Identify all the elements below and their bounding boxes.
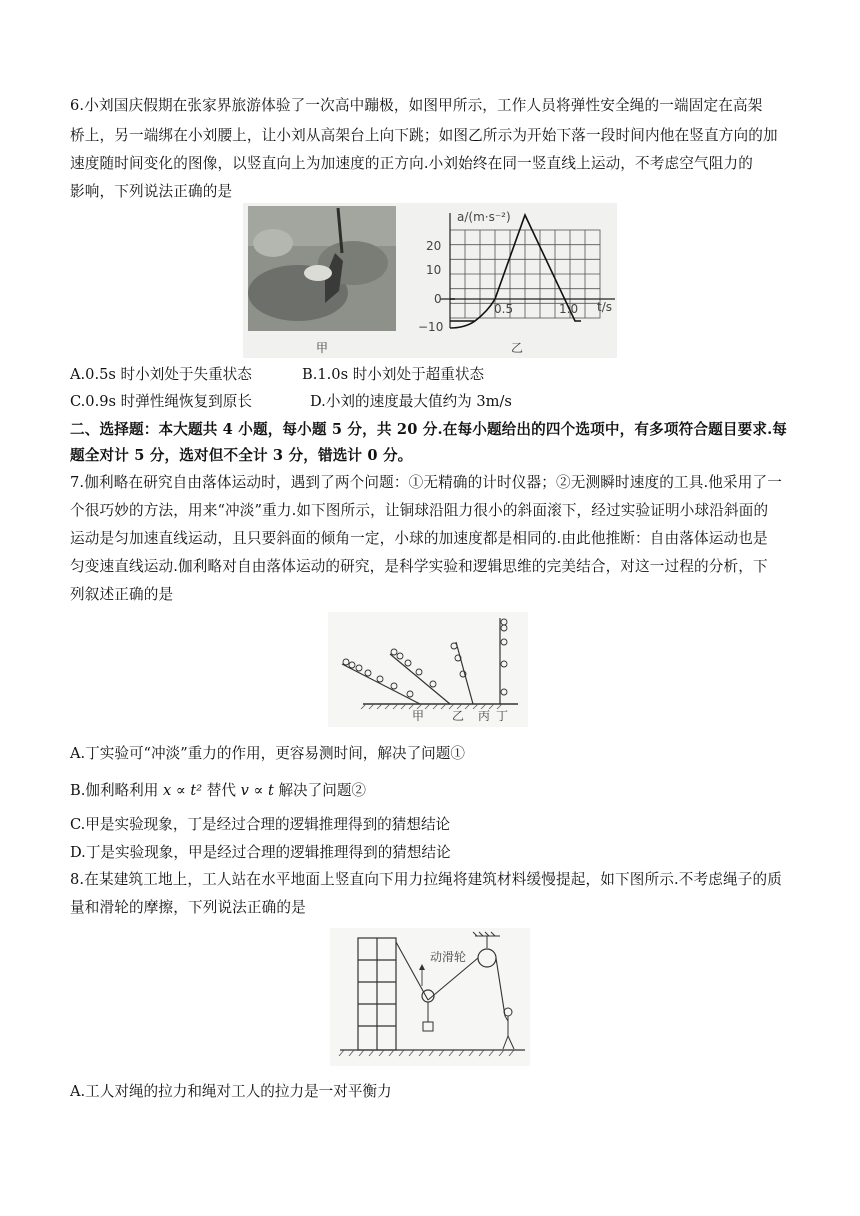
q7-option-b-text-pre: B.伽利略利用 [70, 782, 163, 799]
q6-option-b[interactable]: B.1.0s 时小刘处于超重状态 [302, 366, 485, 383]
q8-line-1: 8.在某建筑工地上，工人站在水平地面上竖直向下用力拉绳将建筑材料缓慢提起，如下图所示.不考虑绳子的质 [70, 871, 782, 888]
q7-inclines-figure [328, 612, 528, 727]
x-tick-1.0: 1.0 [559, 302, 579, 316]
q7-option-d[interactable]: D.丁是实验现象，甲是经过合理的逻辑推理得到的猜想结论 [70, 844, 451, 861]
q7-option-b-formula-1: x ∝ t² [162, 782, 203, 799]
x-axis-label: t/s [597, 300, 612, 314]
q7-line-5: 列叙述正确的是 [70, 586, 174, 603]
section2-heading-line-2: 题全对计 5 分，选对但不全计 3 分，错选计 0 分。 [70, 447, 413, 464]
q6-option-c[interactable]: C.0.9s 时弹性绳恢复到原长 [70, 393, 252, 410]
q8-option-a[interactable]: A.工人对绳的拉力和绳对工人的拉力是一对平衡力 [70, 1083, 392, 1100]
y-axis-label: a/(m·s⁻²) [457, 210, 511, 224]
x-tick-0.5: 0.5 [494, 302, 514, 316]
y-tick-10: 10 [426, 263, 442, 277]
q7-option-b[interactable] [70, 781, 366, 801]
q7-option-b-text-post: 解决了问题② [273, 782, 367, 799]
q6-line-1: 6.小刘国庆假期在张家界旅游体验了一次高中蹦极，如图甲所示，工作人员将弹性安全绳的一端固定在高架 [70, 97, 763, 114]
q8-pulley-figure [330, 928, 530, 1066]
q7-option-c[interactable]: C.甲是实验现象，丁是经过合理的逻辑推理得到的猜想结论 [70, 816, 451, 833]
q7-line-1: 7.伽利略在研究自由落体运动时，遇到了两个问题：①无精确的计时仪器；②无测瞬时速度的工具.他采用了一 [70, 474, 782, 491]
y-tick-neg10: −10 [418, 320, 444, 334]
q6-line-3: 速度随时间变化的图像，以竖直向上为加速度的正方向.小刘始终在同一竖直线上运动，不考虑空气阻力的 [70, 155, 754, 172]
q8-line-2: 量和滑轮的摩擦，下列说法正确的是 [70, 899, 306, 916]
q6-line-2: 桥上，另一端绑在小刘腰上，让小刘从高架台上向下跳；如图乙所示为开始下落一段时间内他在竖直方向的加 [70, 127, 778, 144]
photo-label: 甲 [316, 341, 329, 355]
q7-option-a[interactable]: A.丁实验可“冲淡”重力的作用，更容易测时间，解决了问题① [70, 745, 465, 762]
label-jia: 甲 [412, 709, 425, 723]
q7-line-4: 匀变速直线运动.伽利略对自由落体运动的研究，是科学实验和逻辑思维的完美结合，对这一过程的分析，下 [70, 558, 768, 575]
label-ding: 丁 [496, 709, 509, 723]
q6-option-a[interactable]: A.0.5s 时小刘处于失重状态 [70, 366, 252, 383]
q6-figure [243, 203, 617, 358]
bungee-photo [248, 206, 396, 331]
q6-option-d[interactable]: D.小刘的速度最大值约为 3m/s [310, 393, 512, 410]
graph-label: 乙 [511, 341, 524, 355]
q7-line-3: 运动是匀加速直线运动，且只要斜面的倾角一定，小球的加速度都是相同的.由此他推断：自由落体运动也是 [70, 530, 768, 547]
q7-line-2: 个很巧妙的方法，用来“冲淡”重力.如下图所示，让铜球沿阻力很小的斜面滚下，经过实验证明小球沿斜面的 [70, 502, 769, 519]
section2-heading-line-1: 二、选择题：本大题共 4 小题，每小题 5 分，共 20 分.在每小题给出的四个选项中，有多项符合题目要求.每 [70, 421, 788, 438]
label-yi: 乙 [452, 709, 465, 723]
y-tick-20: 20 [426, 239, 442, 253]
q7-option-b-text-mid: 替代 [202, 782, 241, 799]
movable-pulley-label: 动滑轮 [430, 950, 467, 964]
q7-option-b-formula-2: v ∝ t [240, 782, 274, 799]
q6-line-4: 影响，下列说法正确的是 [70, 183, 233, 200]
label-bing: 丙 [478, 709, 491, 723]
y-tick-0: 0 [434, 292, 442, 306]
